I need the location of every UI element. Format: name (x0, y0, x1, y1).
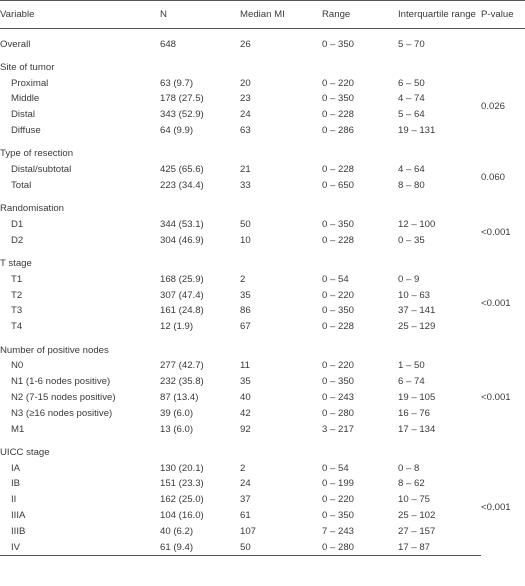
spacer-row (0, 139, 525, 147)
row-n: 87 (13.4) (160, 391, 199, 403)
row-median: 23 (240, 93, 251, 105)
row-n: 178 (27.5) (160, 93, 204, 105)
row-n: 304 (46.9) (160, 234, 204, 246)
row-iqr: 16 – 76 (398, 407, 431, 419)
row-n: 232 (35.8) (160, 376, 204, 388)
row-median: 35 (240, 289, 251, 301)
table-row (0, 476, 525, 492)
row-iqr: 10 – 75 (398, 494, 431, 506)
row-range: 0 – 228 (322, 164, 355, 176)
row-median: 10 (240, 234, 251, 246)
header-range: Range (322, 9, 351, 20)
row-n: 307 (47.4) (160, 289, 204, 301)
table-row (0, 91, 525, 107)
row-range: 0 – 228 (322, 109, 355, 121)
row-range: 0 – 650 (322, 179, 355, 191)
row-n: 39 (6.0) (160, 407, 194, 419)
row-label: T3 (11, 305, 23, 317)
row-iqr: 1 – 50 (398, 360, 425, 372)
group-p-value: <0.001 (481, 391, 511, 403)
row-range: 0 – 220 (322, 77, 355, 89)
row-label: Proximal (11, 77, 49, 89)
row-label: IIIB (11, 525, 26, 537)
table-row (0, 319, 525, 335)
header-median-mi: Median MI (240, 9, 285, 20)
header-interquartile-range: Interquartile range (398, 9, 476, 20)
row-median: 67 (240, 321, 251, 333)
row-range: 0 – 243 (322, 391, 355, 403)
row-median: 24 (240, 109, 251, 121)
row-n: 223 (34.4) (160, 179, 204, 191)
row-label: T2 (11, 289, 23, 301)
row-n: 63 (9.7) (160, 77, 194, 89)
row-n: 40 (6.2) (160, 525, 194, 537)
row-range: 7 – 243 (322, 525, 355, 537)
row-iqr: 0 – 8 (398, 462, 420, 474)
group-title: Site of tumor (0, 61, 55, 73)
row-iqr: 8 – 80 (398, 179, 425, 191)
row-label: D1 (11, 218, 24, 230)
row-median: 11 (240, 360, 250, 372)
table-row (0, 288, 525, 304)
row-range: 0 – 54 (322, 273, 349, 285)
overall-iqr: 5 – 70 (398, 38, 425, 50)
row-median: 20 (240, 77, 251, 89)
row-n: 344 (53.1) (160, 218, 204, 230)
table-row (0, 303, 525, 319)
table-row (0, 358, 525, 374)
row-median: 50 (240, 540, 322, 556)
header-p-value: P-value (481, 9, 514, 20)
table-row (0, 540, 525, 556)
row-n: 277 (42.7) (160, 360, 204, 372)
row-iqr: 4 – 74 (398, 93, 425, 105)
row-label: IIIA (11, 510, 26, 522)
row-median: 42 (240, 407, 251, 419)
row-iqr: 25 – 129 (398, 321, 436, 333)
row-iqr: 25 – 102 (398, 510, 436, 522)
row-n: 104 (16.0) (160, 510, 204, 522)
group-title-row (0, 60, 525, 76)
group-title: Number of positive nodes (0, 344, 109, 356)
row-median: 50 (240, 218, 251, 230)
table-row (0, 406, 525, 422)
row-label: T1 (11, 273, 23, 285)
row-label: N1 (1-6 nodes positive) (11, 376, 111, 388)
table-body (0, 29, 525, 556)
row-label: N3 (≥16 nodes positive) (11, 407, 113, 419)
row-median: 21 (240, 164, 251, 176)
row-label: IA (11, 462, 21, 474)
row-n: 162 (25.0) (160, 494, 204, 506)
row-n: 12 (1.9) (160, 321, 194, 333)
overall-row (0, 37, 525, 53)
row-median: 2 (240, 273, 246, 285)
table-row (0, 461, 525, 477)
table-row (0, 524, 525, 540)
row-label: N0 (11, 360, 24, 372)
row-median: 63 (240, 124, 251, 136)
row-range: 0 – 350 (322, 376, 355, 388)
table-row (0, 422, 525, 438)
row-iqr: 19 – 105 (398, 391, 436, 403)
row-iqr: 0 – 9 (398, 273, 420, 285)
row-iqr: 8 – 62 (398, 478, 425, 490)
row-range: 0 – 350 (322, 218, 355, 230)
overall-label: Overall (0, 38, 31, 50)
spacer-row (0, 52, 525, 60)
row-range: 0 – 280 (322, 540, 398, 556)
group-p-value: <0.001 (481, 297, 511, 309)
table-header (0, 1, 525, 29)
table-row (0, 272, 525, 288)
header-row (0, 1, 525, 29)
row-iqr: 0 – 35 (398, 234, 425, 246)
group-title: T stage (0, 258, 32, 270)
row-n: 64 (9.9) (160, 124, 194, 136)
row-n: 168 (25.9) (160, 273, 204, 285)
table-row (0, 178, 525, 194)
spacer-row (0, 335, 525, 343)
row-range: 3 – 217 (322, 423, 355, 435)
spacer-row (0, 29, 525, 37)
row-label: II (11, 494, 17, 506)
row-n: 151 (23.3) (160, 478, 204, 490)
group-title: Type of resection (0, 148, 74, 160)
overall-median: 26 (240, 38, 251, 50)
overall-range: 0 – 350 (322, 38, 355, 50)
row-median: 35 (240, 376, 251, 388)
group-p-value: 0.026 (481, 101, 506, 113)
row-label: Distal/subtotal (11, 164, 72, 176)
row-median: 86 (240, 305, 251, 317)
row-range: 0 – 280 (322, 407, 355, 419)
group-p-value: 0.060 (481, 171, 506, 183)
row-iqr: 37 – 141 (398, 305, 436, 317)
row-iqr: 5 – 64 (398, 109, 425, 121)
row-range: 0 – 286 (322, 124, 355, 136)
table-row (0, 233, 525, 249)
row-range: 0 – 199 (322, 478, 355, 490)
table-row (0, 508, 525, 524)
table-row (0, 76, 525, 92)
spacer-row (0, 194, 525, 202)
row-range: 0 – 350 (322, 510, 355, 522)
spacer-row (0, 437, 525, 445)
row-median: 107 (240, 525, 257, 537)
group-title-row (0, 256, 525, 272)
row-label: Total (11, 179, 32, 191)
row-iqr: 10 – 63 (398, 289, 431, 301)
spacer-row (0, 249, 525, 257)
table-row (0, 107, 525, 123)
group-p-value: <0.001 (481, 226, 511, 238)
row-iqr: 17 – 134 (398, 423, 436, 435)
row-iqr: 4 – 64 (398, 164, 425, 176)
row-label: D2 (11, 234, 24, 246)
row-iqr: 19 – 131 (398, 124, 436, 136)
group-title-row (0, 343, 525, 359)
group-p-value: <0.001 (481, 502, 511, 514)
row-label: Distal (11, 109, 35, 121)
overall-n: 648 (160, 38, 177, 50)
row-median: 40 (240, 391, 251, 403)
row-label: T4 (11, 321, 23, 333)
row-range: 0 – 350 (322, 93, 355, 105)
row-iqr: 17 – 87 (398, 540, 481, 556)
row-median: 2 (240, 462, 246, 474)
row-median: 37 (240, 494, 251, 506)
row-label: Diffuse (11, 124, 41, 136)
row-median: 61 (240, 510, 251, 522)
row-range: 0 – 228 (322, 321, 355, 333)
group-title: UICC stage (0, 446, 50, 458)
row-range: 0 – 220 (322, 289, 355, 301)
overall-p (481, 37, 525, 53)
row-iqr: 6 – 50 (398, 77, 425, 89)
table-row (0, 492, 525, 508)
row-n: 130 (20.1) (160, 462, 204, 474)
group-title-row (0, 201, 525, 217)
row-range: 0 – 228 (322, 234, 355, 246)
row-iqr: 27 – 157 (398, 525, 436, 537)
row-range: 0 – 220 (322, 494, 355, 506)
row-range: 0 – 350 (322, 305, 355, 317)
row-label: N2 (7-15 nodes positive) (11, 391, 116, 403)
header-variable: Variable (0, 9, 35, 20)
row-iqr: 12 – 100 (398, 218, 436, 230)
row-iqr: 6 – 74 (398, 376, 425, 388)
group-title-row (0, 146, 525, 162)
row-label: IB (11, 478, 21, 490)
row-n: 425 (65.6) (160, 164, 204, 176)
row-label: IV (0, 540, 160, 556)
group-title: Randomisation (0, 203, 64, 215)
group-title-row (0, 445, 525, 461)
header-n: N (160, 9, 167, 20)
table-row (0, 217, 525, 233)
row-range: 0 – 54 (322, 462, 349, 474)
table-row (0, 390, 525, 406)
row-median: 92 (240, 423, 251, 435)
row-n: 343 (52.9) (160, 109, 204, 121)
row-n: 161 (24.8) (160, 305, 204, 317)
row-median: 24 (240, 478, 251, 490)
row-median: 33 (240, 179, 251, 191)
table-row (0, 123, 525, 139)
row-label: Middle (11, 93, 40, 105)
table-row (0, 374, 525, 390)
row-n: 13 (6.0) (160, 423, 194, 435)
row-n: 61 (9.4) (160, 540, 240, 556)
row-range: 0 – 220 (322, 360, 355, 372)
row-label: M1 (11, 423, 25, 435)
table-row (0, 162, 525, 178)
